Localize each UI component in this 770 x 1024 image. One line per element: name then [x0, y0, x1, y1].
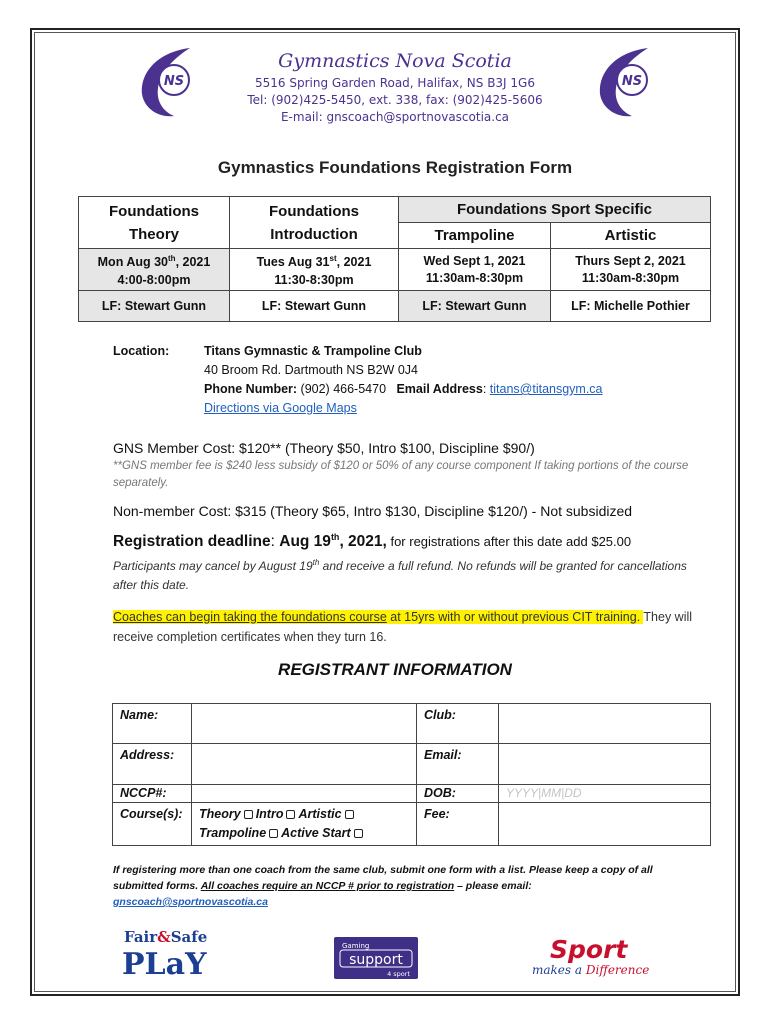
svg-text:makes a Difference — [532, 963, 649, 977]
address-label: Address: — [113, 744, 192, 785]
active-start-checkbox[interactable] — [354, 829, 363, 838]
name-label: Name: — [113, 704, 192, 744]
sport-sub-pre: makes a — [532, 963, 586, 977]
gaming-main: support — [349, 952, 403, 968]
deadline-date: Aug 19 — [279, 533, 331, 551]
registrant-heading: REGISTRANT INFORMATION — [278, 660, 512, 679]
fee-field[interactable] — [499, 803, 710, 845]
gns-logo-left — [128, 42, 208, 122]
name-field[interactable] — [192, 704, 417, 744]
deadline-rest: for registrations after this date add $25.00 — [386, 534, 632, 550]
nccp-label: NCCP#: — [113, 785, 192, 803]
cancel-pre: Participants may cancel by August 19 — [113, 559, 313, 573]
member-cost: GNS Member Cost: $120** (Theory $50, Intro $100, Discipline $90/) — [113, 440, 535, 456]
dob-label: DOB: — [417, 785, 499, 803]
footer-nccp-requirement: All coaches require an NCCP # prior to registration — [200, 880, 455, 892]
location-club: Titans Gymnastic & Trampoline Club — [204, 344, 422, 358]
dob-placeholder: YYYY|MM|DD — [506, 786, 582, 800]
option-theory-label: Theory — [199, 807, 241, 821]
date-sup: th — [168, 254, 176, 264]
registrant-table — [112, 703, 711, 846]
location-address: 40 Broom Rd. Dartmouth NS B2W 0J4 — [204, 363, 418, 377]
col-theory-header — [79, 197, 230, 249]
date-sup: st — [329, 254, 337, 264]
location-label: Location: — [113, 344, 170, 358]
sport-specific-header: Foundations Sport Specific — [399, 197, 710, 223]
option-trampoline-label: Trampoline — [199, 826, 267, 840]
fair-safe-play-logo — [120, 926, 208, 982]
option-active-start-label: Active Start — [281, 826, 351, 840]
gaming-support-logo — [334, 937, 418, 979]
col-trampoline-header: Trampoline — [399, 223, 551, 249]
theory-checkbox[interactable] — [244, 810, 253, 819]
col-artistic-header: Artistic — [551, 223, 710, 249]
org-email: E-mail: gnscoach@sportnovascotia.ca — [280, 110, 510, 124]
col-trampoline-date — [399, 249, 551, 291]
sport-sub-post: Difference — [585, 963, 650, 977]
col-intro-date — [230, 249, 399, 291]
schedule-table — [78, 196, 711, 322]
courses-label: Course(s): — [113, 803, 192, 845]
date-text: Mon Aug 30 — [97, 255, 169, 270]
cancel-post: and receive a full refund. No refunds will be granted for cancellations after this date. — [113, 559, 687, 592]
org-phone: Tel: (902)425-5450, ext. 338, fax: (902)425-5606 — [247, 93, 543, 107]
date-year: , 2021 — [175, 255, 211, 270]
col-theory-date — [79, 249, 230, 291]
footer-part1: If registering more than one coach from the same club, submit one form with a list. Please keep a copy of all submitted forms. — [113, 864, 653, 892]
cancel-sup: th — [312, 558, 320, 567]
email-label: Email Address — [396, 382, 483, 396]
deadline-date-sup: th — [330, 532, 340, 542]
member-cost-note: **GNS member fee is $240 less subsidy of $120 or 50% of any course component If taking portions of the course separately. — [113, 460, 689, 489]
artistic-checkbox[interactable] — [345, 810, 354, 819]
phone-value: (902) 466-5470 — [297, 382, 387, 396]
club-field[interactable] — [499, 704, 710, 744]
form-title: Gymnastics Foundations Registration Form — [217, 158, 573, 177]
fairsafe-amp: & — [157, 928, 171, 946]
deadline-label: Registration deadline — [113, 533, 271, 551]
gns-logo-right — [586, 42, 666, 122]
nonmember-cost: Non-member Cost: $315 (Theory $65, Intro $130, Discipline $120/) - Not subsidized — [113, 503, 633, 519]
sport-main: Sport — [550, 935, 628, 964]
col-trampoline-date-text: Wed Sept 1, 2021 — [423, 253, 526, 268]
deadline-line: Registration deadline: Aug 19th, 2021, for registrations after this date add $25.00 — [113, 532, 632, 551]
org-name: Gymnastics Nova Scotia — [278, 50, 512, 72]
col-theory-header-line1: Foundations — [109, 202, 199, 220]
intro-checkbox[interactable] — [286, 810, 295, 819]
col-intro-lf: LF: Stewart Gunn — [230, 291, 399, 321]
trampoline-checkbox[interactable] — [269, 829, 278, 838]
gaming-top: Gaming — [342, 942, 370, 950]
coaches-rest: They will receive completion certificates when they turn 16. — [113, 610, 693, 644]
col-artistic-time: 11:30am-8:30pm — [581, 270, 680, 285]
address-field[interactable] — [192, 744, 417, 785]
phone-label: Phone Number: — [204, 382, 298, 396]
col-theory-lf: LF: Stewart Gunn — [79, 291, 230, 321]
logo-text: NS — [621, 74, 643, 89]
col-trampoline-lf: LF: Stewart Gunn — [399, 291, 551, 321]
col-intro-header-line1: Foundations — [269, 202, 359, 220]
date-text: Tues Aug 31 — [256, 255, 330, 270]
sport-makes-a-difference-logo — [528, 932, 653, 982]
email-field[interactable] — [499, 744, 710, 785]
fairsafe-safe: Safe — [170, 928, 208, 946]
logo-text: NS — [163, 74, 185, 89]
coaches-highlight-1: Coaches can begin taking the foundations course — [113, 610, 387, 624]
dob-field[interactable] — [499, 785, 710, 803]
cancel-note — [113, 553, 693, 595]
email-label: Email: — [417, 744, 499, 785]
courses-options — [192, 803, 417, 845]
club-email-link[interactable]: titans@titansgym.ca — [489, 382, 603, 396]
col-intro-header — [230, 197, 399, 249]
coaches-note — [113, 607, 693, 647]
col-trampoline-time: 11:30am-8:30pm — [425, 270, 524, 285]
directions-link[interactable]: Directions via Google Maps — [204, 401, 357, 415]
fairsafe-fair: Fair — [124, 928, 158, 946]
location-contact: Phone Number: (902) 466-5470 Email Address: titans@titansgym.ca — [204, 382, 603, 396]
fee-label: Fee: — [417, 803, 499, 845]
col-intro-time: 11:30-8:30pm — [274, 272, 354, 287]
footer-email-link[interactable]: gnscoach@sportnovascotia.ca — [113, 896, 268, 908]
coaches-highlight-2: at 15yrs with or without previous CIT training. — [386, 610, 644, 624]
col-artistic-date — [551, 249, 710, 291]
deadline-year: , 2021, — [339, 533, 387, 551]
col-artistic-lf: LF: Michelle Pothier — [571, 299, 690, 313]
gaming-sub: 4 sport — [387, 970, 410, 978]
date-year: , 2021 — [336, 255, 372, 270]
option-intro-label: Intro — [255, 807, 284, 821]
footer-part3: – please email: — [454, 880, 532, 892]
footer-note — [113, 862, 703, 910]
col-theory-time: 4:00-8:00pm — [117, 272, 191, 287]
col-intro-header-line2: Introduction — [270, 225, 358, 243]
fairsafe-play: PLaY — [122, 947, 207, 982]
club-label: Club: — [417, 704, 499, 744]
col-theory-header-line2: Theory — [128, 225, 179, 243]
svg-text:Fair&Safe — [124, 928, 207, 946]
col-artistic-date-text: Thurs Sept 2, 2021 — [575, 253, 686, 268]
option-artistic-label: Artistic — [298, 807, 342, 821]
nccp-field[interactable] — [192, 785, 417, 803]
org-address: 5516 Spring Garden Road, Halifax, NS B3J 1G6 — [255, 76, 535, 90]
